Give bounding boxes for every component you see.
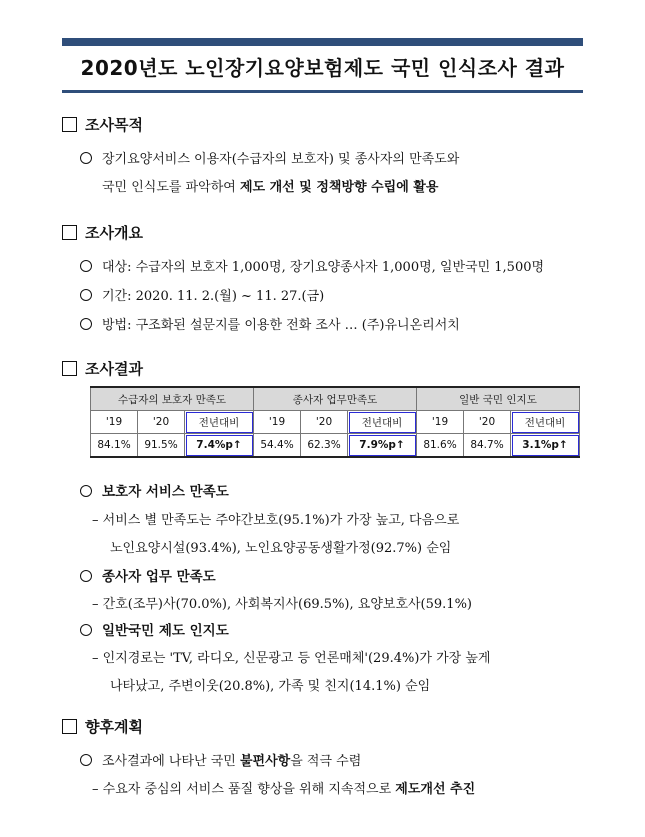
table-subheader: '19 xyxy=(417,411,464,434)
circle-bullet-icon xyxy=(80,754,92,766)
purpose-text-1: 장기요양서비스 이용자(수급자의 보호자) 및 종사자의 만족도와 xyxy=(102,152,460,167)
title-bar-bottom xyxy=(62,90,583,93)
section-heading-label: 조사결과 xyxy=(85,360,143,378)
table-cell: 91.5% xyxy=(138,434,185,458)
plan-text-1c: 을 적극 수렴 xyxy=(290,754,362,769)
circle-bullet-icon xyxy=(80,289,92,301)
public-title-text: 일반국민 제도 인지도 xyxy=(102,623,229,639)
worker-line-1: – 간호(조무)사(70.0%), 사회복지사(69.5%), 요양보호사(59.1%) xyxy=(92,597,472,612)
plan-text-1a: 조사결과에 나타난 국민 xyxy=(102,754,240,769)
section-heading-purpose xyxy=(62,114,143,135)
purpose-line-2 xyxy=(102,176,438,195)
circle-bullet-icon xyxy=(80,624,92,636)
public-line-1: – 인지경로는 'TV, 라디오, 신문광고 등 언론매체'(29.4%)가 가장 높게 xyxy=(92,651,491,666)
overview-method xyxy=(80,314,460,333)
table-subheader: '20 xyxy=(464,411,511,434)
section-heading-results xyxy=(62,358,143,379)
table-subheader: 전년대비 xyxy=(511,411,580,434)
title-band xyxy=(62,38,583,93)
plan-text-2a: – 수요자 중심의 서비스 품질 향상을 위해 지속적으로 xyxy=(92,782,396,797)
overview-period-text: 기간: 2020. 11. 2.(월) ~ 11. 27.(금) xyxy=(102,289,325,304)
checkbox-square-icon xyxy=(62,361,77,376)
title-bar-top xyxy=(62,38,583,46)
public-line-2: 나타났고, 주변이웃(20.8%), 가족 및 친지(14.1%) 순임 xyxy=(110,679,431,694)
checkbox-square-icon xyxy=(62,225,77,240)
overview-target xyxy=(80,256,544,275)
table-group-header: 수급자의 보호자 만족도 xyxy=(91,387,254,411)
circle-bullet-icon xyxy=(80,570,92,582)
table-subheader: '19 xyxy=(254,411,301,434)
section-heading-label: 조사목적 xyxy=(85,116,143,134)
table-cell: 62.3% xyxy=(301,434,348,458)
table-group-header: 종사자 업무만족도 xyxy=(254,387,417,411)
plan-line-2 xyxy=(92,778,475,797)
table-cell: 3.1%p↑ xyxy=(511,434,580,458)
plan-line-1 xyxy=(80,750,361,769)
plan-text-2b: 제도개선 추진 xyxy=(395,782,476,797)
guardian-line-1: – 서비스 별 만족도는 주야간보호(95.1%)가 가장 높고, 다음으로 xyxy=(92,513,460,528)
table-cell: 84.1% xyxy=(91,434,138,458)
table-subheader: '19 xyxy=(91,411,138,434)
worker-title-text: 종사자 업무 만족도 xyxy=(102,569,216,585)
guardian-line-2: 노인요양시설(93.4%), 노인요양공동생활가정(92.7%) 순임 xyxy=(110,541,452,556)
purpose-line-1 xyxy=(80,148,459,167)
circle-bullet-icon xyxy=(80,485,92,497)
section-heading-label: 조사개요 xyxy=(85,224,143,242)
overview-method-text: 방법: 구조화된 설문지를 이용한 전화 조사 … (주)유니온리서치 xyxy=(102,318,460,333)
table-cell: 7.4%p↑ xyxy=(185,434,254,458)
worker-title xyxy=(80,565,216,585)
public-title xyxy=(80,619,229,639)
plan-text-1b: 불편사항 xyxy=(239,754,291,769)
overview-period xyxy=(80,285,324,304)
circle-bullet-icon xyxy=(80,260,92,272)
section-heading-plan xyxy=(62,716,143,737)
table-cell: 81.6% xyxy=(417,434,464,458)
results-table-value-row xyxy=(91,434,580,458)
section-heading-label: 향후계획 xyxy=(85,718,143,736)
results-table xyxy=(90,386,580,458)
table-cell: 7.9%p↑ xyxy=(348,434,417,458)
circle-bullet-icon xyxy=(80,318,92,330)
table-cell: 84.7% xyxy=(464,434,511,458)
table-subheader: 전년대비 xyxy=(348,411,417,434)
page-title: 2020년도 노인장기요양보험제도 국민 인식조사 결과 xyxy=(80,56,565,80)
table-subheader: '20 xyxy=(301,411,348,434)
section-heading-overview xyxy=(62,222,143,243)
purpose-text-2a: 국민 인식도를 파악하여 xyxy=(102,180,240,195)
checkbox-square-icon xyxy=(62,117,77,132)
results-table-subheader-row xyxy=(91,411,580,434)
results-table-group-row xyxy=(91,387,580,411)
table-subheader: '20 xyxy=(138,411,185,434)
table-cell: 54.4% xyxy=(254,434,301,458)
circle-bullet-icon xyxy=(80,152,92,164)
guardian-title-text: 보호자 서비스 만족도 xyxy=(102,484,229,500)
overview-target-text: 대상: 수급자의 보호자 1,000명, 장기요양종사자 1,000명, 일반국민 1,500명 xyxy=(102,260,545,275)
checkbox-square-icon xyxy=(62,719,77,734)
purpose-text-2b: 제도 개선 및 정책방향 수립에 활용 xyxy=(239,180,439,195)
guardian-title xyxy=(80,480,229,500)
table-subheader: 전년대비 xyxy=(185,411,254,434)
table-group-header: 일반 국민 인지도 xyxy=(417,387,580,411)
